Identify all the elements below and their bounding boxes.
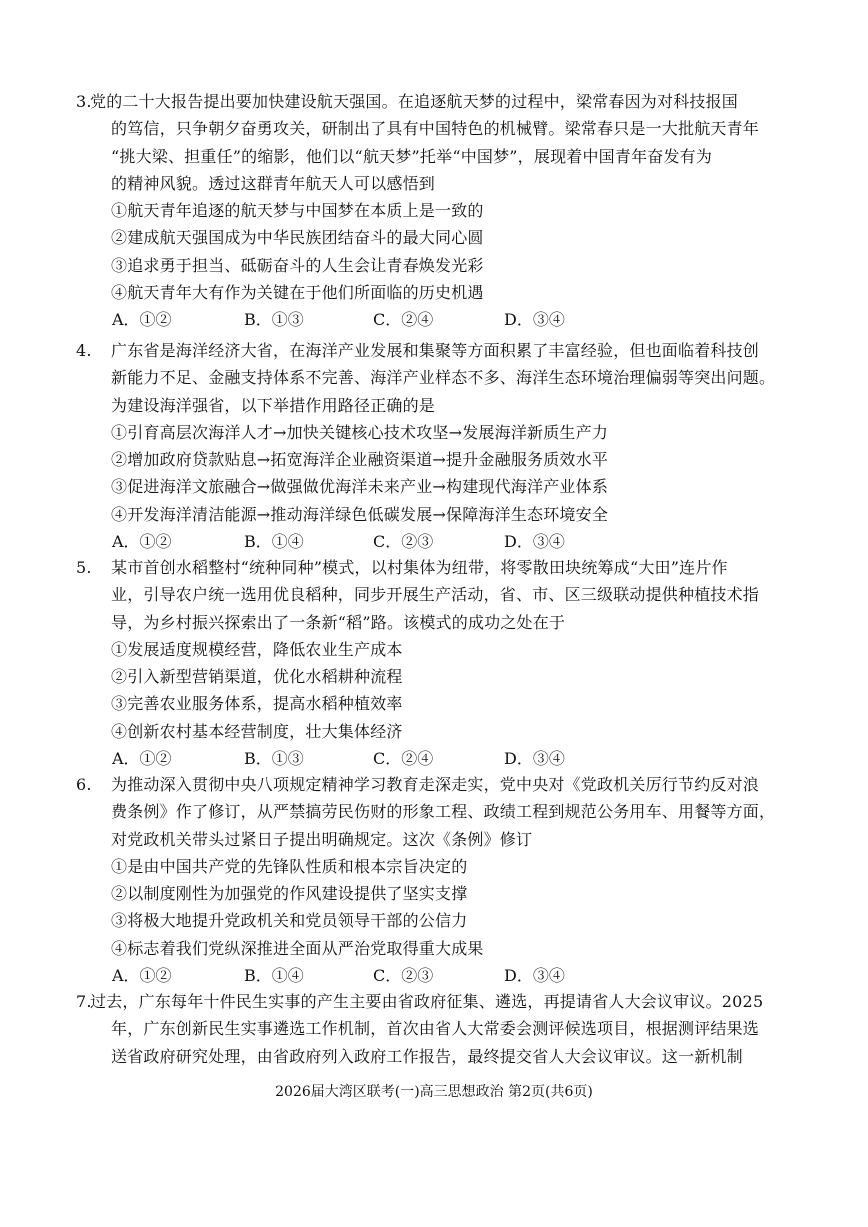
question-number: 4. <box>76 341 92 360</box>
choice-d: D．③④ <box>504 749 565 769</box>
page-footer: 2026届大湾区联考(一)高三思想政治 第2页(共6页) <box>275 1084 593 1100</box>
choice-d: D．③④ <box>504 532 565 552</box>
question-stem-line: 某市首创水稻整村“统种同种”模式，以村集体为纽带，将零散田块统筹成“大田”连片作 <box>111 558 728 577</box>
question-stem-line: 年，广东创新民生实事遴选工作机制，首次由省人大常委会测评候选项目，根据测评结果选 <box>111 1019 760 1039</box>
question-number: 7. <box>76 992 92 1011</box>
choice-d: D．③④ <box>504 310 565 330</box>
question-number: 3. <box>76 92 92 111</box>
question-3 <box>76 88 796 334</box>
question-stem-line: 为推动深入贯彻中央八项规定精神学习教育走深走实，党中央对《党政机关厉行节约反对浪 <box>111 775 760 794</box>
statement-option: ③促进海洋文旅融合→做强做优海洋未来产业→构建现代海洋产业体系 <box>111 477 609 497</box>
statement-option: ③将极大地提升党政机关和党员领导干部的公信力 <box>111 911 468 931</box>
choice-c: C．②④ <box>373 749 434 769</box>
question-stem-line: 导，为乡村振兴探索出了一条新“稻”路。该模式的成功之处在于 <box>111 612 566 632</box>
statement-option: ②建成航天强国成为中华民族团结奋斗的最大同心圆 <box>111 228 484 248</box>
question-stem-line: “挑大梁、担重任”的缩影，他们以“航天梦”托举“中国梦”，展现着中国青年奋发有为 <box>111 146 713 166</box>
statement-option: ④航天青年大有作为关键在于他们所面临的历史机遇 <box>111 283 484 303</box>
statement-option: ①是由中国共产党的先锋队性质和根本宗旨决定的 <box>111 856 468 876</box>
question-stem-line: 为建设海洋强省，以下举措作用路径正确的是 <box>111 395 436 415</box>
statement-option: ④开发海洋清洁能源→推动海洋绿色低碳发展→保障海洋生态环境安全 <box>111 504 609 524</box>
choice-a: A．①② <box>112 966 172 986</box>
question-7 <box>76 988 796 1070</box>
statement-option: ①发展适度规模经营，降低农业生产成本 <box>111 639 403 659</box>
question-4 <box>76 337 796 555</box>
choice-a: A．①② <box>112 310 172 330</box>
question-number: 5. <box>76 558 92 577</box>
question-stem-line: 的笃信，只争朝夕奋勇攻关，研制出了具有中国特色的机械臂。梁常春只是一大批航天青年 <box>111 119 760 139</box>
question-stem-line: 的精神风貌。透过这群青年航天人可以感悟到 <box>111 173 436 193</box>
question-stem-line: 费条例》作了修订，从严禁搞劳民伤财的形象工程、政绩工程到规范公务用车、用餐等方面， <box>111 802 776 822</box>
choice-b: B．①④ <box>244 966 304 986</box>
answer-choices <box>76 528 796 555</box>
question-6 <box>76 771 796 989</box>
choice-d: D．③④ <box>504 966 565 986</box>
answer-choices <box>76 745 796 772</box>
question-number: 6. <box>76 775 92 794</box>
question-stem-line: 新能力不足、金融支持体系不完善、海洋产业样态不多、海洋生态环境治理偏弱等突出问题。 <box>111 368 776 388</box>
question-stem-line: 党的二十大报告提出要加快建设航天强国。在追逐航天梦的过程中，梁常春因为对科技报国 <box>90 92 739 111</box>
question-stem-line: 对党政机关带头过紧日子提出明确规定。这次《条例》修订 <box>111 829 533 849</box>
answer-choices <box>76 306 796 333</box>
statement-option: ①引育高层次海洋人才→加快关键核心技术攻坚→发展海洋新质生产力 <box>111 422 609 442</box>
choice-a: A．①② <box>112 749 172 769</box>
statement-option: ①航天青年追逐的航天梦与中国梦在本质上是一致的 <box>111 201 484 221</box>
choice-a: A．①② <box>112 532 172 552</box>
statement-option: ②增加政府贷款贴息→拓宽海洋企业融资渠道→提升金融服务质效水平 <box>111 450 609 470</box>
statement-option: ③追求勇于担当、砥砺奋斗的人生会让青春焕发光彩 <box>111 255 484 275</box>
statement-option: ④标志着我们党纵深推进全面从严治党取得重大成果 <box>111 938 484 958</box>
statement-option: ②引入新型营销渠道，优化水稻耕种流程 <box>111 667 403 687</box>
statement-option: ④创新农村基本经营制度，壮大集体经济 <box>111 721 403 741</box>
question-stem-line: 送省政府研究处理，由省政府列入政府工作报告，最终提交省人大会议审议。这一新机制 <box>111 1046 743 1066</box>
choice-b: B．①③ <box>244 749 304 769</box>
choice-b: B．①④ <box>244 532 304 552</box>
choice-c: C．②④ <box>373 310 434 330</box>
question-stem-line: 广东省是海洋经济大省，在海洋产业发展和集聚等方面积累了丰富经验，但也面临着科技创 <box>111 341 760 360</box>
question-stem-line: 业，引导农户统一选用优良稻种，同步开展生产活动，省、市、区三级联动提供种植技术指 <box>111 585 760 605</box>
choice-b: B．①③ <box>244 310 304 330</box>
statement-option: ②以制度刚性为加强党的作风建设提供了坚实支撑 <box>111 884 468 904</box>
statement-option: ③完善农业服务体系，提高水稻种植效率 <box>111 694 403 714</box>
question-5 <box>76 554 796 772</box>
question-stem-line: 过去，广东每年十件民生实事的产生主要由省政府征集、遴选，再提请省人大会议审议。2025 <box>90 992 764 1011</box>
choice-c: C．②③ <box>373 966 434 986</box>
answer-choices <box>76 962 796 989</box>
choice-c: C．②③ <box>373 532 434 552</box>
